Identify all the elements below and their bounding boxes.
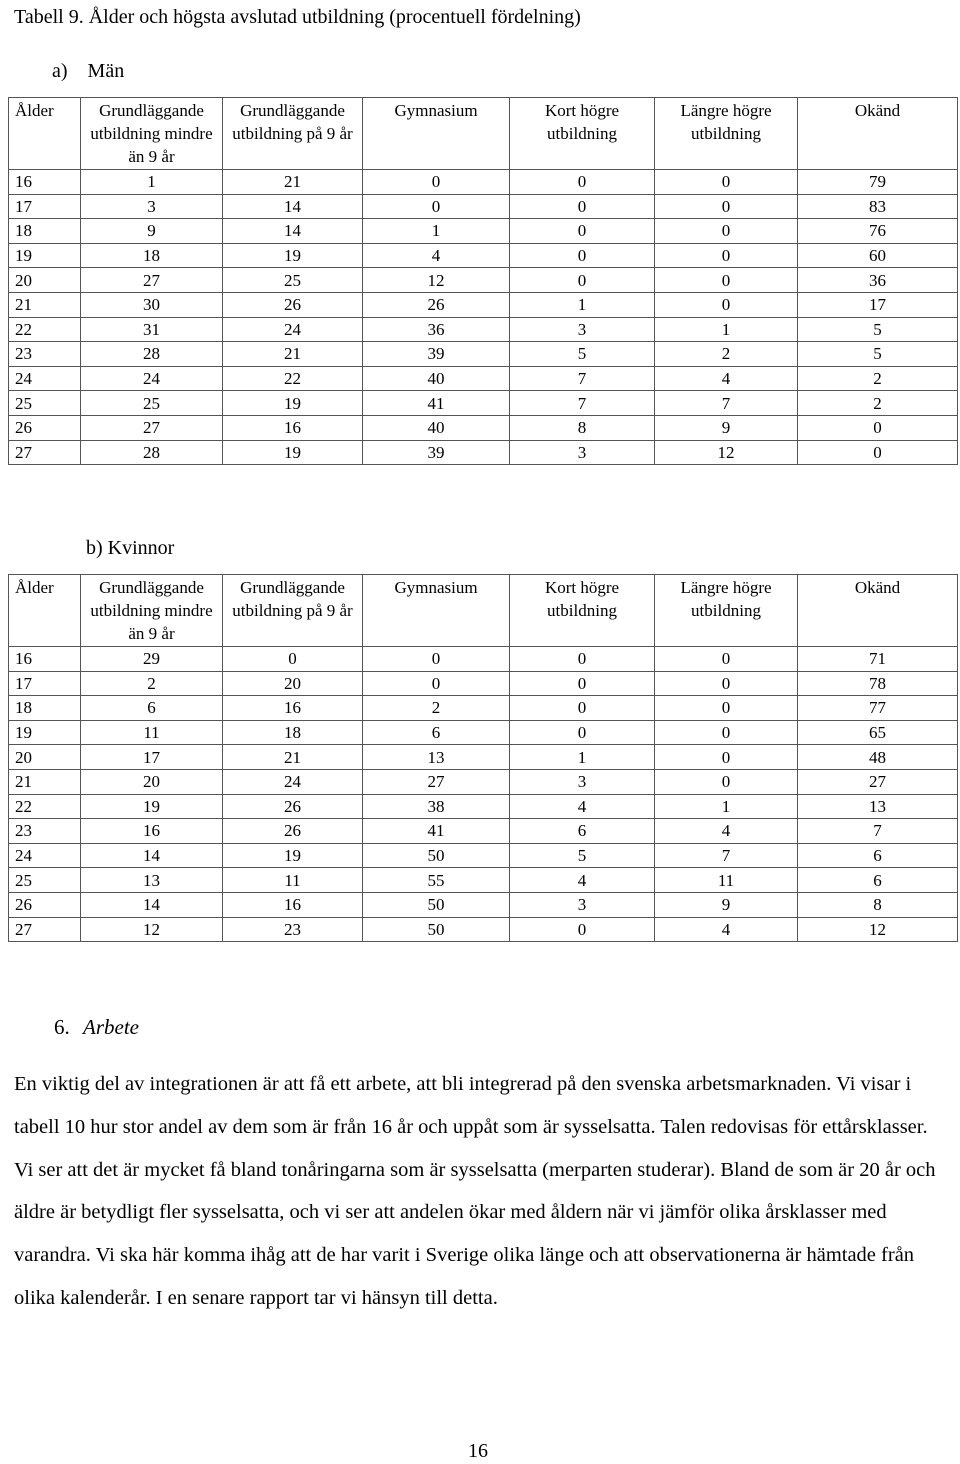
value-cell: 1	[655, 317, 798, 342]
body-paragraph: En viktig del av integrationen är att få ett arbete, att bli integrerad på den svenska arbetsmarknaden. Vi visar i tabell 10 hur stor andel av dem som är från 16 år och uppåt som är sysselsatta. Talen redovisas för ettårsklasser. Vi ser att det är mycket få bland tonåringarna som är sysselsatta (merparten studerar). Bland de som är 20 år och äldre är betydligt fler sysselsatta, och vi ser att andelen ökar med åldern när vi jämför olika årsklasser med varandra. Vi ska här komma ihåg att de har varit i Sverige olika länge och att observationerna är hämtade från olika kalenderår. I en senare rapport tar vi hänsyn till detta.	[14, 1073, 936, 1309]
value-cell: 0	[655, 720, 798, 745]
women-subheading: b) Kvinnor	[86, 537, 175, 559]
value-cell: 36	[363, 317, 510, 342]
value-cell: 12	[363, 268, 510, 293]
age-cell: 17	[9, 671, 81, 696]
value-cell: 23	[223, 917, 363, 942]
table-row	[9, 194, 958, 219]
value-cell: 22	[223, 366, 363, 391]
age-cell: 21	[9, 292, 81, 317]
value-cell: 4	[510, 868, 655, 893]
table-row	[9, 268, 958, 293]
value-cell: 5	[798, 317, 958, 342]
value-cell: 21	[223, 342, 363, 367]
table-row	[9, 892, 958, 917]
men-table	[8, 97, 958, 465]
age-cell: 23	[9, 819, 81, 844]
value-cell: 50	[363, 917, 510, 942]
page-number: 16	[468, 1440, 488, 1462]
value-cell: 79	[798, 170, 958, 195]
value-cell: 6	[510, 819, 655, 844]
value-cell: 40	[363, 366, 510, 391]
age-cell: 19	[9, 243, 81, 268]
value-cell: 60	[798, 243, 958, 268]
value-cell: 27	[798, 769, 958, 794]
section-title: Arbete	[83, 1015, 139, 1039]
value-cell: 55	[363, 868, 510, 893]
value-cell: 16	[81, 819, 223, 844]
age-cell: 18	[9, 219, 81, 244]
column-header-grund-mindre: Grundläggande utbildning mindre än 9 år	[81, 575, 223, 647]
value-cell: 41	[363, 819, 510, 844]
age-cell: 26	[9, 892, 81, 917]
value-cell: 26	[223, 819, 363, 844]
value-cell: 2	[81, 671, 223, 696]
value-cell: 0	[510, 917, 655, 942]
value-cell: 19	[223, 243, 363, 268]
value-cell: 27	[81, 268, 223, 293]
age-cell: 23	[9, 342, 81, 367]
column-header-gymnasium: Gymnasium	[363, 98, 510, 170]
value-cell: 25	[223, 268, 363, 293]
age-cell: 27	[9, 440, 81, 465]
age-cell: 19	[9, 720, 81, 745]
value-cell: 3	[510, 892, 655, 917]
column-header-okand: Okänd	[798, 575, 958, 647]
value-cell: 8	[510, 415, 655, 440]
table-row	[9, 720, 958, 745]
value-cell: 0	[798, 440, 958, 465]
table-title: Tabell 9. Ålder och högsta avslutad utbildning (procentuell fördelning)	[14, 6, 581, 28]
table-row	[9, 342, 958, 367]
column-header-langre-hogre: Längre högre utbildning	[655, 575, 798, 647]
value-cell: 1	[510, 745, 655, 770]
value-cell: 16	[223, 892, 363, 917]
table-row	[9, 819, 958, 844]
value-cell: 78	[798, 671, 958, 696]
value-cell: 18	[223, 720, 363, 745]
value-cell: 20	[81, 769, 223, 794]
value-cell: 38	[363, 794, 510, 819]
value-cell: 48	[798, 745, 958, 770]
age-cell: 18	[9, 696, 81, 721]
value-cell: 11	[223, 868, 363, 893]
value-cell: 50	[363, 892, 510, 917]
table-row	[9, 696, 958, 721]
value-cell: 18	[81, 243, 223, 268]
value-cell: 30	[81, 292, 223, 317]
table-row	[9, 647, 958, 672]
header-row	[9, 575, 958, 647]
column-header-langre-hogre: Längre högre utbildning	[655, 98, 798, 170]
value-cell: 2	[655, 342, 798, 367]
value-cell: 17	[798, 292, 958, 317]
age-cell: 16	[9, 170, 81, 195]
age-cell: 22	[9, 317, 81, 342]
table-row	[9, 769, 958, 794]
age-cell: 20	[9, 268, 81, 293]
table-row	[9, 317, 958, 342]
value-cell: 0	[363, 170, 510, 195]
value-cell: 12	[798, 917, 958, 942]
age-cell: 20	[9, 745, 81, 770]
value-cell: 41	[363, 391, 510, 416]
women-table	[8, 574, 958, 942]
table-row	[9, 292, 958, 317]
value-cell: 4	[655, 917, 798, 942]
value-cell: 6	[798, 868, 958, 893]
value-cell: 39	[363, 342, 510, 367]
table-row	[9, 671, 958, 696]
age-cell: 17	[9, 194, 81, 219]
value-cell: 2	[798, 366, 958, 391]
value-cell: 71	[798, 647, 958, 672]
value-cell: 21	[223, 745, 363, 770]
value-cell: 26	[363, 292, 510, 317]
value-cell: 5	[510, 342, 655, 367]
value-cell: 3	[510, 769, 655, 794]
value-cell: 12	[81, 917, 223, 942]
value-cell: 7	[798, 819, 958, 844]
value-cell: 0	[510, 194, 655, 219]
value-cell: 1	[363, 219, 510, 244]
value-cell: 14	[223, 219, 363, 244]
value-cell: 8	[798, 892, 958, 917]
value-cell: 25	[81, 391, 223, 416]
value-cell: 13	[81, 868, 223, 893]
value-cell: 0	[655, 696, 798, 721]
section-heading	[54, 1015, 139, 1040]
value-cell: 16	[223, 415, 363, 440]
age-cell: 25	[9, 391, 81, 416]
table-row	[9, 745, 958, 770]
value-cell: 0	[655, 194, 798, 219]
age-cell: 24	[9, 366, 81, 391]
value-cell: 21	[223, 170, 363, 195]
table-row	[9, 243, 958, 268]
age-cell: 24	[9, 843, 81, 868]
value-cell: 0	[798, 415, 958, 440]
value-cell: 7	[510, 366, 655, 391]
value-cell: 4	[655, 366, 798, 391]
age-cell: 22	[9, 794, 81, 819]
value-cell: 39	[363, 440, 510, 465]
header-row	[9, 98, 958, 170]
table-row	[9, 440, 958, 465]
value-cell: 4	[655, 819, 798, 844]
value-cell: 14	[81, 892, 223, 917]
age-cell: 26	[9, 415, 81, 440]
value-cell: 0	[223, 647, 363, 672]
value-cell: 2	[798, 391, 958, 416]
value-cell: 0	[655, 769, 798, 794]
value-cell: 4	[363, 243, 510, 268]
value-cell: 0	[655, 243, 798, 268]
value-cell: 1	[81, 170, 223, 195]
value-cell: 77	[798, 696, 958, 721]
age-cell: 25	[9, 868, 81, 893]
column-header-kort-hogre: Kort högre utbildning	[510, 575, 655, 647]
value-cell: 7	[655, 391, 798, 416]
table-row	[9, 843, 958, 868]
value-cell: 7	[655, 843, 798, 868]
column-header-kort-hogre: Kort högre utbildning	[510, 98, 655, 170]
value-cell: 5	[798, 342, 958, 367]
value-cell: 0	[510, 219, 655, 244]
age-cell: 27	[9, 917, 81, 942]
table-row	[9, 917, 958, 942]
value-cell: 0	[510, 170, 655, 195]
value-cell: 9	[655, 892, 798, 917]
table-row	[9, 366, 958, 391]
value-cell: 11	[81, 720, 223, 745]
value-cell: 31	[81, 317, 223, 342]
value-cell: 9	[81, 219, 223, 244]
value-cell: 65	[798, 720, 958, 745]
value-cell: 0	[655, 671, 798, 696]
value-cell: 3	[81, 194, 223, 219]
value-cell: 12	[655, 440, 798, 465]
value-cell: 28	[81, 440, 223, 465]
value-cell: 24	[81, 366, 223, 391]
value-cell: 26	[223, 794, 363, 819]
column-header-alder: Ålder	[9, 575, 81, 647]
value-cell: 0	[363, 647, 510, 672]
value-cell: 19	[81, 794, 223, 819]
table-row	[9, 170, 958, 195]
value-cell: 0	[655, 647, 798, 672]
section-number: 6.	[54, 1015, 70, 1039]
value-cell: 0	[510, 243, 655, 268]
table-row	[9, 219, 958, 244]
value-cell: 19	[223, 440, 363, 465]
column-header-alder: Ålder	[9, 98, 81, 170]
age-cell: 21	[9, 769, 81, 794]
table-row	[9, 794, 958, 819]
value-cell: 13	[363, 745, 510, 770]
value-cell: 14	[81, 843, 223, 868]
value-cell: 40	[363, 415, 510, 440]
value-cell: 6	[363, 720, 510, 745]
value-cell: 0	[655, 219, 798, 244]
value-cell: 0	[655, 745, 798, 770]
column-header-grund-mindre: Grundläggande utbildning mindre än 9 år	[81, 98, 223, 170]
value-cell: 76	[798, 219, 958, 244]
value-cell: 0	[363, 671, 510, 696]
value-cell: 0	[510, 647, 655, 672]
value-cell: 9	[655, 415, 798, 440]
value-cell: 0	[510, 720, 655, 745]
value-cell: 4	[510, 794, 655, 819]
value-cell: 11	[655, 868, 798, 893]
value-cell: 24	[223, 769, 363, 794]
value-cell: 36	[798, 268, 958, 293]
value-cell: 16	[223, 696, 363, 721]
table-row	[9, 868, 958, 893]
value-cell: 0	[655, 170, 798, 195]
value-cell: 20	[223, 671, 363, 696]
value-cell: 6	[798, 843, 958, 868]
age-cell: 16	[9, 647, 81, 672]
value-cell: 29	[81, 647, 223, 672]
value-cell: 17	[81, 745, 223, 770]
value-cell: 2	[363, 696, 510, 721]
value-cell: 3	[510, 317, 655, 342]
value-cell: 3	[510, 440, 655, 465]
value-cell: 28	[81, 342, 223, 367]
value-cell: 27	[363, 769, 510, 794]
value-cell: 24	[223, 317, 363, 342]
value-cell: 14	[223, 194, 363, 219]
value-cell: 7	[510, 391, 655, 416]
value-cell: 1	[655, 794, 798, 819]
men-subheading: a) Män	[52, 60, 125, 82]
value-cell: 5	[510, 843, 655, 868]
value-cell: 50	[363, 843, 510, 868]
column-header-okand: Okänd	[798, 98, 958, 170]
value-cell: 26	[223, 292, 363, 317]
value-cell: 0	[363, 194, 510, 219]
value-cell: 1	[510, 292, 655, 317]
value-cell: 19	[223, 391, 363, 416]
value-cell: 0	[510, 268, 655, 293]
value-cell: 0	[655, 292, 798, 317]
column-header-gymnasium: Gymnasium	[363, 575, 510, 647]
value-cell: 0	[655, 268, 798, 293]
value-cell: 83	[798, 194, 958, 219]
value-cell: 0	[510, 696, 655, 721]
value-cell: 13	[798, 794, 958, 819]
value-cell: 27	[81, 415, 223, 440]
column-header-grund-9: Grundläggande utbildning på 9 år	[223, 98, 363, 170]
value-cell: 19	[223, 843, 363, 868]
table-row	[9, 391, 958, 416]
table-row	[9, 415, 958, 440]
column-header-grund-9: Grundläggande utbildning på 9 år	[223, 575, 363, 647]
value-cell: 0	[510, 671, 655, 696]
value-cell: 6	[81, 696, 223, 721]
